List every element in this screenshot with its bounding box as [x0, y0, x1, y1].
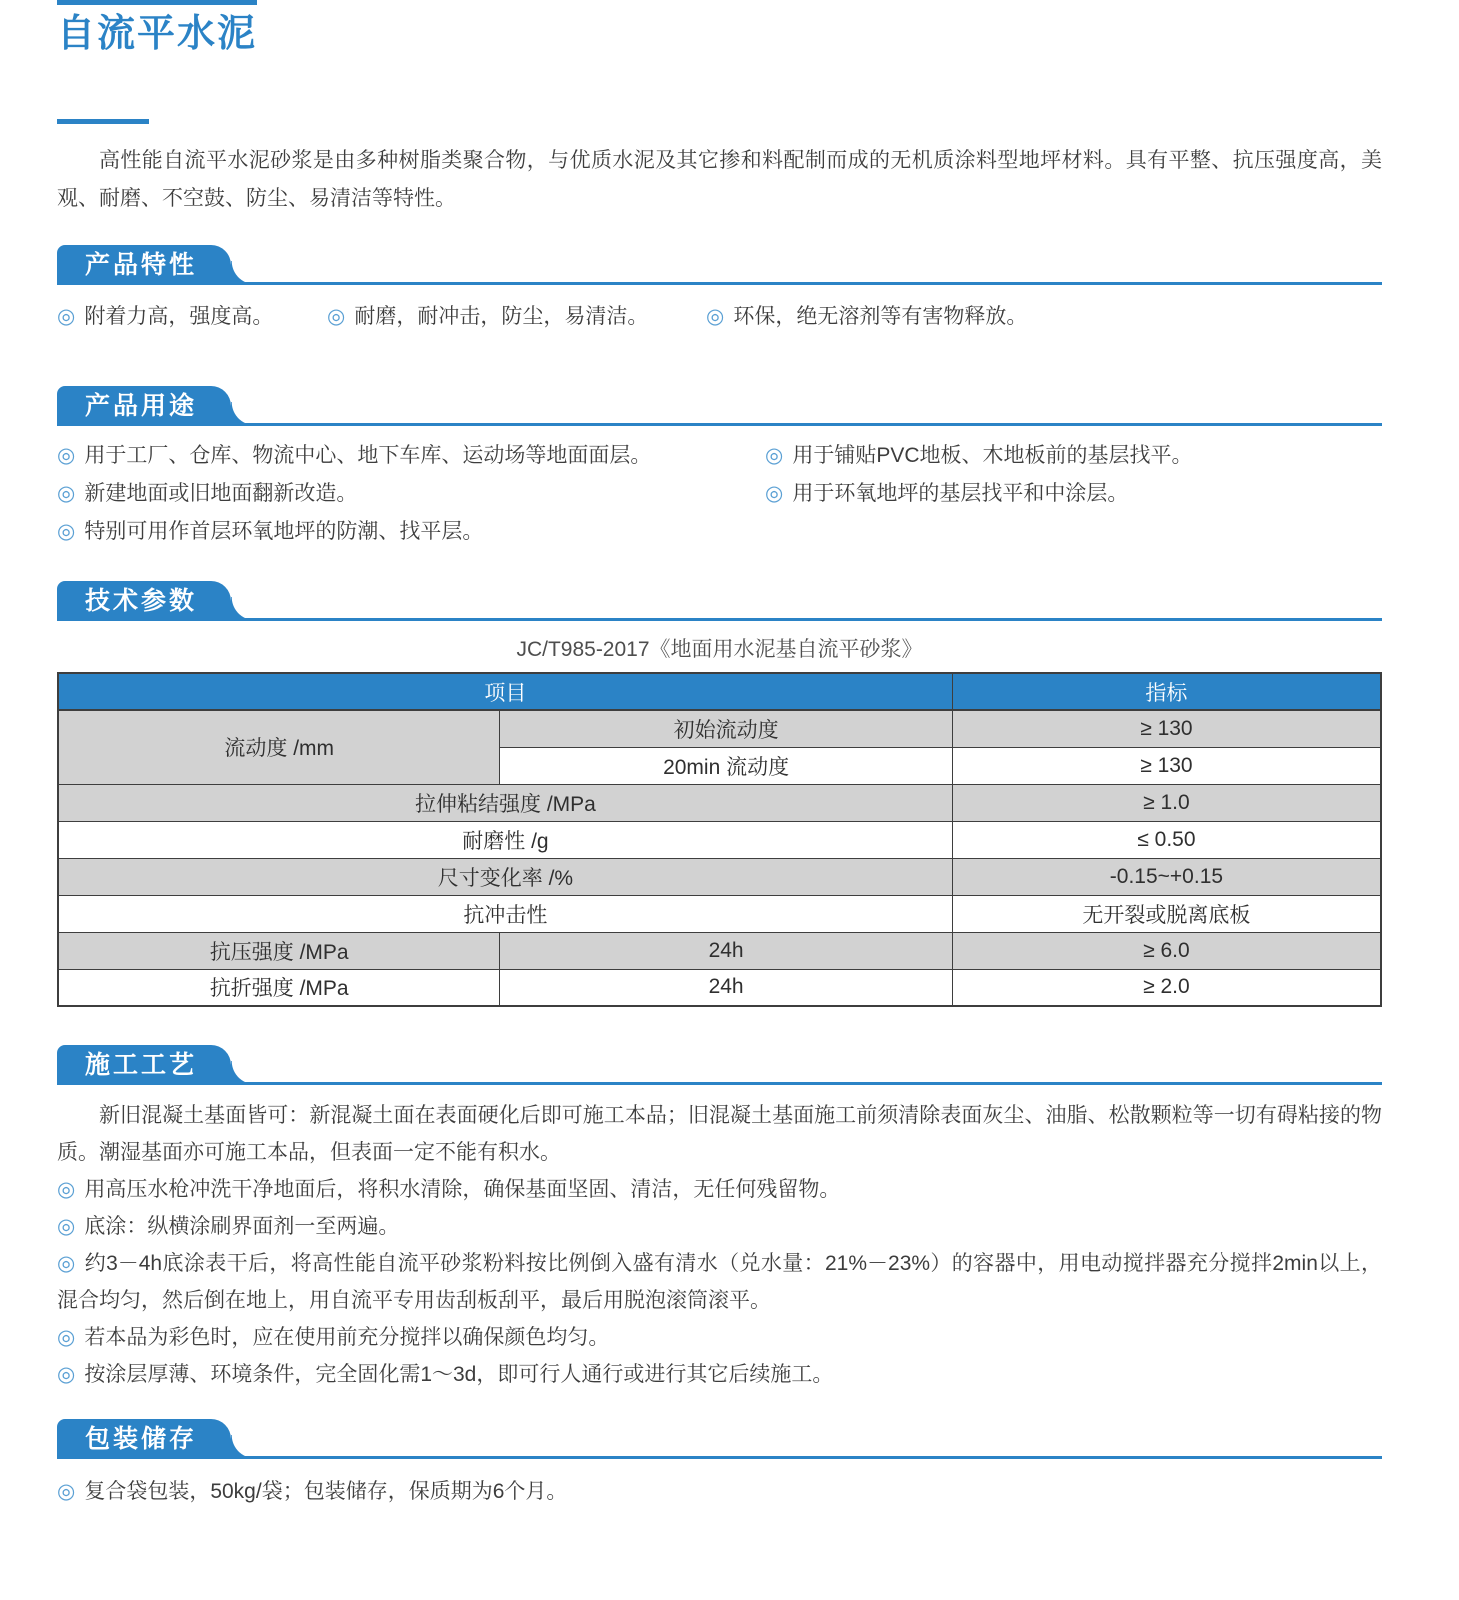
- table-cell: ≥ 130: [952, 747, 1381, 784]
- feature-item: [706, 298, 1027, 336]
- process-step-text: 约3－4h底涂表干后，将高性能自流平砂浆粉料按比例倒入盛有清水（兑水量：21%－23%）的容器中，用电动搅拌器充分搅拌2min以上，混合均匀，然后倒在地上，用自流平专用齿刮板刮平，最后用脱泡滚筒滚平。: [57, 1252, 1382, 1312]
- table-cell: 抗折强度 /MPa: [58, 969, 500, 1006]
- section-header: [57, 386, 1382, 426]
- bullseye-bullet-icon: ◎: [765, 444, 784, 467]
- table-row: [58, 784, 1381, 821]
- process-step: [57, 1171, 1382, 1208]
- section-header: [57, 1045, 1382, 1085]
- process-step: [57, 1319, 1382, 1356]
- process-body: [57, 1097, 1382, 1393]
- section-tab-tech: 技术参数: [57, 581, 231, 621]
- feature-item: [57, 298, 327, 336]
- process-step-text: 用高压水枪冲洗干净地面后，将积水清除，确保基面坚固、清洁，无任何残留物。: [84, 1178, 841, 1201]
- bullseye-bullet-icon: ◎: [706, 305, 725, 328]
- use-item-text: 用于工厂、仓库、物流中心、地下车库、运动场等地面面层。: [84, 444, 652, 467]
- bullseye-bullet-icon: ◎: [57, 1326, 76, 1349]
- table-cell: ≥ 2.0: [952, 969, 1381, 1006]
- process-step: [57, 1356, 1382, 1393]
- table-row: [58, 710, 1381, 747]
- table-cell: ≤ 0.50: [952, 821, 1381, 858]
- use-item: [57, 437, 765, 475]
- bullseye-bullet-icon: ◎: [57, 1178, 76, 1201]
- use-item-text: 用于铺贴PVC地板、木地板前的基层找平。: [792, 444, 1193, 467]
- page-title: 自流平水泥: [57, 13, 258, 55]
- title-underline: [57, 119, 149, 124]
- table-row: [58, 895, 1381, 932]
- bullseye-bullet-icon: ◎: [57, 1215, 76, 1238]
- table-row: [58, 821, 1381, 858]
- table-cell: ≥ 1.0: [952, 784, 1381, 821]
- table-cell: 24h: [500, 969, 952, 1006]
- table-cell: -0.15~+0.15: [952, 858, 1381, 895]
- section-packaging-storage: [57, 1419, 1382, 1511]
- table-cell: 20min 流动度: [500, 747, 952, 784]
- table-cell: 初始流动度: [500, 710, 952, 747]
- bullseye-bullet-icon: ◎: [57, 1252, 76, 1275]
- use-item: [57, 475, 765, 513]
- process-step: [57, 1245, 1382, 1319]
- use-item-text: 新建地面或旧地面翻新改造。: [84, 482, 358, 505]
- table-cell: 抗冲击性: [58, 895, 952, 932]
- bullseye-bullet-icon: ◎: [57, 1363, 76, 1386]
- section-tab-packaging: 包装储存: [57, 1419, 231, 1459]
- table-cell: 24h: [500, 932, 952, 969]
- table-row: [58, 932, 1381, 969]
- section-construction-process: [57, 1045, 1382, 1393]
- table-row: [58, 969, 1381, 1006]
- packaging-list: [57, 1473, 1382, 1511]
- bullseye-bullet-icon: ◎: [57, 1480, 76, 1503]
- section-header: [57, 245, 1382, 285]
- table-cell: 拉伸粘结强度 /MPa: [58, 784, 952, 821]
- bullseye-bullet-icon: ◎: [327, 305, 346, 328]
- feature-item-text: 耐磨，耐冲击，防尘，易清洁。: [354, 305, 649, 328]
- section-tab-process: 施工工艺: [57, 1045, 231, 1085]
- table-body: [58, 710, 1381, 1006]
- table-cell: 尺寸变化率 /%: [58, 858, 952, 895]
- page-content: [57, 0, 1382, 1511]
- features-list: [57, 298, 1382, 336]
- standard-caption: JC/T985-2017《地面用水泥基自流平砂浆》: [516, 638, 923, 661]
- feature-item-text: 附着力高，强度高。: [84, 305, 274, 328]
- intro-paragraph: 高性能自流平水泥砂浆是由多种树脂类聚合物，与优质水泥及其它掺和料配制而成的无机质涂料型地坪材料。具有平整、抗压强度高，美观、耐磨、不空鼓、防尘、易清洁等特性。: [57, 149, 1382, 210]
- bullseye-bullet-icon: ◎: [57, 482, 76, 505]
- section-header: [57, 1419, 1382, 1459]
- section-header: [57, 581, 1382, 621]
- process-list: [57, 1171, 1382, 1393]
- table-cell: 无开裂或脱离底板: [952, 895, 1381, 932]
- uses-right-column: [765, 437, 1382, 551]
- table-cell: 耐磨性 /g: [58, 821, 952, 858]
- section-product-features: [57, 245, 1382, 336]
- table-head: [58, 673, 1381, 710]
- use-item-text: 特别可用作首层环氧地坪的防潮、找平层。: [84, 520, 484, 543]
- table-cell: 抗压强度 /MPa: [58, 932, 500, 969]
- packaging-item-text: 复合袋包装，50kg/袋；包装储存，保质期为6个月。: [84, 1480, 568, 1503]
- process-step-text: 若本品为彩色时，应在使用前充分搅拌以确保颜色均匀。: [84, 1326, 610, 1349]
- use-item: [57, 513, 765, 551]
- process-step-text: 底涂：纵横涂刷界面剂一至两遍。: [84, 1215, 400, 1238]
- section-tab-uses: 产品用途: [57, 386, 231, 426]
- process-step: [57, 1208, 1382, 1245]
- use-item: [765, 475, 1382, 513]
- table-header-row: [58, 673, 1381, 710]
- section-tab-features: 产品特性: [57, 245, 231, 285]
- use-item-text: 用于环氧地坪的基层找平和中涂层。: [792, 482, 1129, 505]
- section-product-uses: [57, 386, 1382, 551]
- uses-columns: [57, 437, 1382, 551]
- table-row: [58, 858, 1381, 895]
- bullseye-bullet-icon: ◎: [57, 444, 76, 467]
- uses-left-column: [57, 437, 765, 551]
- process-step-text: 按涂层厚薄、环境条件，完全固化需1～3d，即可行人通行或进行其它后续施工。: [84, 1363, 834, 1386]
- packaging-item: [57, 1473, 1382, 1511]
- section-tech-params: [57, 581, 1382, 1007]
- bullseye-bullet-icon: ◎: [57, 305, 76, 328]
- table-column-header: 指标: [952, 673, 1381, 710]
- table-cell: 流动度 /mm: [58, 710, 500, 784]
- table-cell: ≥ 6.0: [952, 932, 1381, 969]
- use-item: [765, 437, 1382, 475]
- table-cell: ≥ 130: [952, 710, 1381, 747]
- feature-item: [327, 298, 706, 336]
- tech-params-table: [57, 672, 1382, 1007]
- bullseye-bullet-icon: ◎: [765, 482, 784, 505]
- process-intro: 新旧混凝土基面皆可：新混凝土面在表面硬化后即可施工本品；旧混凝土基面施工前须清除表面灰尘、油脂、松散颗粒等一切有碍粘接的物质。潮湿基面亦可施工本品，但表面一定不能有积水。: [57, 1104, 1382, 1164]
- feature-item-text: 环保，绝无溶剂等有害物释放。: [733, 305, 1028, 328]
- bullseye-bullet-icon: ◎: [57, 520, 76, 543]
- table-column-header: 项目: [58, 673, 952, 710]
